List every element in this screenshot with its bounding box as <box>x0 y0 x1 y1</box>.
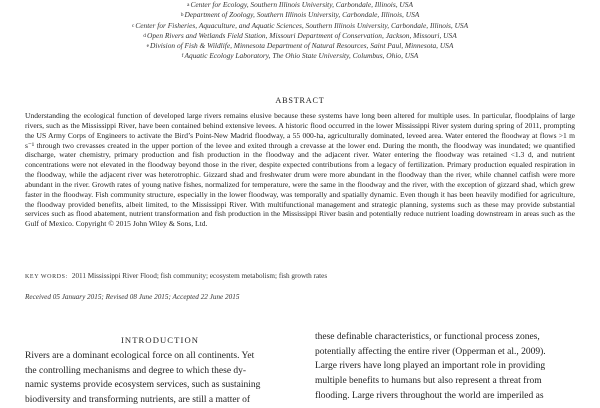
introduction-left-column <box>25 349 296 408</box>
affiliations <box>60 0 540 62</box>
text-line: Large rivers have long played an important role in providing <box>315 361 546 372</box>
affiliation-line: $^e$Division of Fish & Wildlife, Minnesota Department of Natural Resources, Saint Paul, Minnesota, USA <box>146 41 454 51</box>
affiliation-line: $^b$Department of Zoology, Southern Illinois University, Carbondale, Illinois, USA <box>180 10 420 20</box>
text-line: potentially affecting the entire river (Opperman et al., 2009). <box>315 346 546 357</box>
keywords <box>25 272 575 280</box>
abstract-heading: ABSTRACT <box>275 96 325 105</box>
affiliation-line: $^d$Open Rivers and Wetlands Field Station, Missouri Department of Conservation, Jackson, Missouri, USA <box>143 30 457 40</box>
affiliation-line: $^f$Aquatic Ecology Laboratory, The Ohio State University, Columbus, Ohio, USA <box>181 51 419 61</box>
keywords-label: KEY WORDS: <box>25 274 68 280</box>
text-line: these definable characteristics, or functional process zones, <box>315 332 540 342</box>
affiliation-line: $^c$Center for Fisheries, Aquaculture, and Aquatic Sciences, Southern Illinois University, Carbondale, Illinois, USA <box>131 20 469 30</box>
text-line: multiple benefits to humans but also represent a threat from <box>315 376 542 387</box>
abstract-text: Understanding the ecological function of developed large rivers remains elusive because these systems have long been altered for multiple uses. In particular, floodplains of large rivers, such as the Mississippi River, have been contained behind extensive levees. A historic flood occurred in the lower Mississippi River system during spring of 2011, prompting the US Army Corps of Engineers to activate the Bird’s Point-New Madrid floodway, a 55 000-ha, agriculturally dominated, leveed area. Water entered the floodway at flows >1 m s⁻¹ through two crevasses created in the upper portion of the levee and exited through a crevasse at the lower end. During the month, the floodway was inundated; we quantified discharge, water chemistry, primary production and fish production in the floodway and the adjacent river. Water entering the floodway was retained <1.3 d, and nutrient concentrations were not elevated in the floodway beyond those in the river, despite expected contributions from a legacy of fertilization. Primary production equaled respiration in the floodway, while the adjacent river was heterotrophic. Gizzard shad and freshwater drum were more abundant in the floodway than the river, while channel catfish were more abundant in the river. Growth rates of young native fishes, normalized for temperature, were the same in the floodway and the river, with the exception of gizzard shad, which grew faster in the floodway. Fish community structure, especially in the lower floodway, was temporally and spatially dynamic. Even though it has been heavily modified for agriculture, the floodway provided benefits, albeit limited, to the Mississippi River. With multifunctional management and strategic planning, systems such as these may provide substantial services such as flood abatement, nutrient transformation and fish production in the Mississippi River basin and potentially reduce nutrient loading downstream in areas such as the Gulf of Mexico. Copyright © 2015 John Wiley & Sons, Ltd. <box>25 111 575 229</box>
introduction-right-column <box>315 330 577 403</box>
affiliation-line: $^a$Center for Ecology, Southern Illinois University, Carbondale, Illinois, USA <box>187 0 413 9</box>
text-line: biodiversity and transforming nutrients, are still a matter of <box>25 395 251 406</box>
text-line: flooding. Large rivers throughout the world are imperiled as <box>315 390 544 401</box>
text-line: Rivers are a dominant ecological force on all continents. Yet <box>25 351 255 361</box>
introduction-heading: INTRODUCTION <box>120 335 200 345</box>
text-line: the controlling mechanisms and degree to which these dy- <box>25 365 247 376</box>
submission-dates: Received 05 January 2015; Revised 08 June 2015; Accepted 22 June 2015 <box>25 293 240 301</box>
keywords-text: 2011 Mississippi River Flood; fish community; ecosystem metabolism; fish growth rates <box>71 272 328 280</box>
text-line: namic systems provide ecosystem services, such as sustaining <box>25 380 261 391</box>
